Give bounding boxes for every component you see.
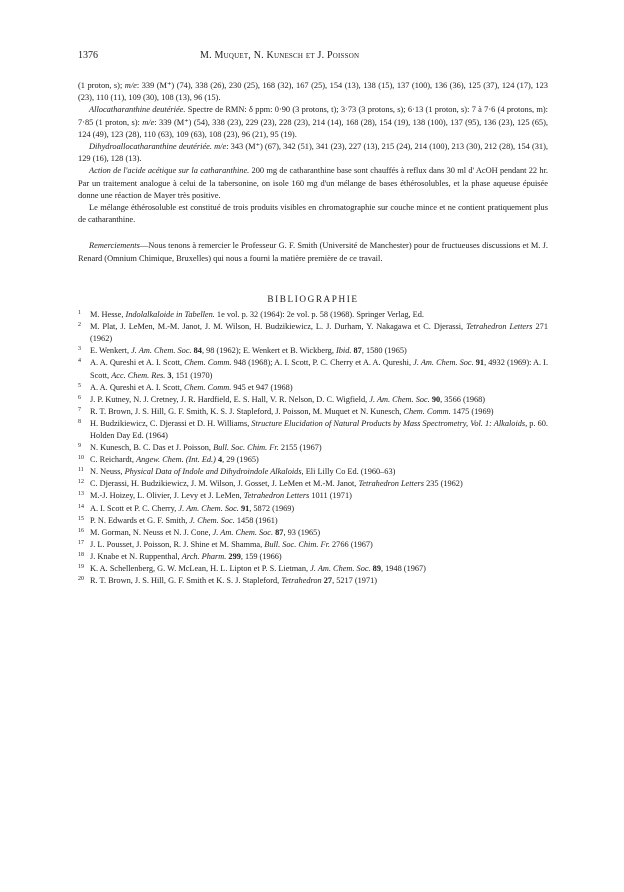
text-run: A. A. Qureshi et A. I. Scott, [90, 358, 185, 368]
text-run: H. Budzikiewicz, C. Djerassi et D. H. Williams, [90, 418, 252, 428]
reference-number: 20 [78, 576, 84, 583]
reference-number: 10 [78, 455, 84, 462]
text-run: 87 [273, 527, 284, 537]
text-run: Le mélange éthérosoluble est constitué de trois produits visibles en chromatographie sur couche mince et ne contient pratiquement plus de catharanthine. [78, 203, 548, 225]
reference-item [78, 575, 548, 587]
reference-number: 6 [78, 394, 81, 401]
reference-item [78, 563, 548, 575]
text-run: J. P. Kutney, N. J. Cretney, J. R. Hardfield, E. S. Hall, V. R. Nelson, D. C. Wigfield, [90, 394, 370, 404]
text-run: Bull. Soc. Chim. Fr. [213, 443, 279, 453]
text-run: p. 60. Holden Day Ed. (1964) [90, 418, 548, 440]
text-run: N. Neuss, [90, 467, 125, 477]
reference-item [78, 466, 548, 478]
text-run: 945 et 947 (1968) [231, 382, 293, 392]
reference-number: 1 [78, 310, 81, 317]
text-run: Dihydroallocatharanthine deutériée. m/e [89, 142, 227, 152]
reference-item [78, 454, 548, 466]
reference-number: 11 [78, 467, 84, 474]
reference-item [78, 503, 548, 515]
text-run: Tetrahedron [281, 576, 322, 586]
text-run: Spectre de RMN: δ ppm: 0·90 (3 protons, t); 3·73 (3 protons, s); 6·13 (1 proton, s): 7 à 7·6 (4 protons, m): 7·85 (1 proton, s): [78, 105, 548, 127]
acknowledgement-paragraph [78, 240, 548, 264]
text-run: 200 mg de catharanthine base sont chauffés à reflux dans 30 ml d' AcOH pendant 22 hr. Par un traitement analogue à celui de la tabersonine, on isole 160 mg d'un mélange de bases éthérosolubles, et la phase aqueuse épuisée donne une réaction de Mayer très positive. [78, 166, 548, 200]
reference-number: 4 [78, 358, 81, 365]
text-run: Tetrahedron Letters [466, 322, 533, 332]
bibliography-title: BIBLIOGRAPHIE [267, 293, 359, 304]
text-run: —Nous tenons à remercier le Professeur G. F. Smith (Université de Manchester) pour de fructueuses discussions et M. J. Renard (Omnium Chimique, Bruxelles) qui nous a fourni la matière première de ce travail. [78, 241, 548, 263]
body-paragraph [78, 202, 548, 226]
text-run: J. Chem. Soc. [189, 515, 235, 525]
text-run: J. Am. Chem. Soc. [212, 527, 274, 537]
text-run: Angew. Chem. (Int. Ed.) [136, 455, 216, 465]
text-run: , 5217 (1971) [332, 576, 377, 586]
text-run: Acc. Chem. Res. [111, 370, 166, 380]
text-run: 84 [191, 346, 202, 356]
text-run: 1458 (1961) [234, 515, 278, 525]
reference-item [78, 406, 548, 418]
reference-number: 5 [78, 382, 81, 389]
text-run: 271 (1962) [90, 322, 548, 344]
text-run: Ibid. [335, 346, 352, 356]
reference-item [78, 357, 548, 381]
text-run: , 159 (1966) [240, 551, 282, 561]
text-run: P. N. Edwards et G. F. Smith, [90, 515, 190, 525]
body-paragraph [78, 104, 548, 141]
text-run: 1011 (1971) [309, 491, 352, 501]
reference-number: 16 [78, 527, 84, 534]
reference-number: 8 [78, 418, 81, 425]
body-paragraph [78, 80, 548, 104]
text-run: Indolalkaloide in Tabellen. [125, 310, 215, 320]
text-run: (1 proton, s); [78, 81, 125, 90]
text-run: Arch. Pharm. [181, 551, 227, 561]
text-run: Chem. Comm. [184, 358, 232, 368]
text-run: R. T. Brown, J. S. Hill, G. F. Smith et K. S. J. Stapleford, [90, 576, 282, 586]
text-run: 235 (1962) [424, 479, 463, 489]
text-run: 1475 (1969) [450, 406, 494, 416]
text-run: Remerciements [89, 241, 140, 251]
text-run: 3 [165, 370, 172, 380]
text-run: Chem. Comm. [184, 382, 232, 392]
text-run: : 343 (M⁺) (67), 342 (51), 341 (23), 227 (13), 215 (24), 214 (100), 213 (30), 212 (28), 154 (31), 129 (16), 128 (13). [78, 142, 548, 164]
reference-item [78, 309, 548, 321]
text-run: 90 [429, 394, 441, 404]
reference-item [78, 394, 548, 406]
text-run: : 339 (M⁺) (74), 338 (26), 230 (25), 168 (32), 167 (25), 154 (13), 138 (15), 137 (100), 136 (36), 125 (37), 124 (17), 123 (23), 110 (11), 109 (30), 108 (13), 96 (15). [78, 81, 548, 103]
text-run: 91 [473, 358, 485, 368]
text-run: , 4932 (1969): A. I. Scott, [90, 358, 549, 380]
text-run: M. Gorman, N. Neuss et N. J. Cone, [90, 527, 213, 537]
text-run: J. Am. Chem. Soc. [369, 394, 430, 404]
reference-item [78, 382, 548, 394]
text-run: , 3566 (1968) [440, 394, 486, 404]
text-run: , 5872 (1969) [249, 503, 295, 513]
reference-number: 18 [78, 551, 84, 558]
reference-item [78, 490, 548, 502]
text-run: m/e [124, 81, 137, 90]
text-run: 4 [215, 455, 223, 465]
text-run: J. Knabe et N. Ruppenthal, [90, 551, 182, 561]
reference-number: 14 [78, 503, 84, 510]
page-header [78, 50, 548, 64]
reference-item [78, 478, 548, 490]
text-run: C. Reichardt, [90, 455, 137, 465]
reference-item [78, 527, 548, 539]
body-paragraph [78, 141, 548, 165]
text-run: 1e vol. p. 32 (1964): 2e vol. p. 58 (1968). Springer Verlag, Ed. [214, 310, 424, 320]
text-run: 948 (1968); A. I. Scott, P. C. Cherry et A. A. Qureshi, [231, 358, 414, 368]
text-run: M. Hesse, [90, 310, 126, 320]
text-run: , 151 (1970) [171, 370, 213, 380]
reference-number: 9 [78, 443, 81, 450]
text-run: Eli Lilly Co Ed. (1960–63) [303, 467, 396, 477]
text-run: 2766 (1967) [329, 539, 373, 549]
text-run: A. I. Scott et P. C. Cherry, [90, 503, 179, 513]
text-run: K. A. Schellenberg, G. W. McLean, H. L. Lipton et P. S. Lietman, [90, 564, 311, 574]
text-run: E. Wenkert, [90, 346, 132, 356]
reference-number: 2 [78, 322, 81, 329]
text-run: , 93 (1965) [283, 527, 321, 537]
page-body [78, 80, 548, 587]
text-run: 27 [321, 576, 333, 586]
experimental-text [78, 80, 548, 226]
text-run: Structure Elucidation of Natural Products by Mass Spectrometry, Vol. 1: Alkaloids, [251, 418, 528, 428]
text-run: J. L. Pousset, J. Poisson, R. J. Shine et M. Shamma, [90, 539, 265, 549]
page-number: 1376 [78, 50, 98, 61]
text-run: 2155 (1967) [278, 443, 322, 453]
text-run: , 1580 (1965) [361, 346, 407, 356]
text-run: Chem. Comm. [403, 406, 451, 416]
text-run: Bull. Soc. Chim. Fr. [264, 539, 330, 549]
reference-list [78, 309, 548, 587]
reference-item [78, 551, 548, 563]
reference-item [78, 345, 548, 357]
reference-item [78, 442, 548, 454]
text-run: Tetrahedron Letters [358, 479, 424, 489]
text-run: M. Plat, J. LeMen, M.-M. Janot, J. M. Wilson, H. Budzikiewicz, L. J. Durham, Y. Nakagawa et C. Djerassi, [90, 322, 467, 332]
text-run: N. Kunesch, B. C. Das et J. Poisson, [90, 443, 214, 453]
text-run: Action de l'acide acétique sur la catharanthine. [89, 166, 250, 176]
text-run: , 1948 (1967) [380, 564, 426, 574]
section-gap [78, 226, 548, 240]
text-run: , 98 (1962); E. Wenkert et B. Wickberg, [201, 346, 336, 356]
text-run: Tetrahedron Letters [243, 491, 310, 501]
reference-number: 15 [78, 515, 84, 522]
text-run: J. Am. Chem. Soc. [310, 564, 371, 574]
text-run: M.-J. Hoizey, L. Olivier, J. Levy et J. LeMen, [90, 491, 244, 501]
reference-item [78, 539, 548, 551]
reference-number: 17 [78, 539, 84, 546]
reference-number: 13 [78, 491, 84, 498]
text-run: 299 [226, 551, 241, 561]
text-run: J. Am. Chem. Soc. [131, 346, 192, 356]
text-run: Allocatharanthine deutériée. [89, 105, 186, 115]
reference-item [78, 321, 548, 345]
reference-number: 7 [78, 406, 81, 413]
text-run: R. T. Brown, J. S. Hill, G. F. Smith, K. S. J. Stapleford, J. Poisson, M. Muquet et N. Kunesch, [90, 406, 404, 416]
reference-item [78, 515, 548, 527]
text-run: 91 [238, 503, 250, 513]
text-run: J. Am. Chem. Soc. [178, 503, 239, 513]
text-run: J. Am. Chem. Soc. [413, 358, 474, 368]
text-run: 89 [370, 564, 381, 574]
text-run: Physical Data of Indole and Dihydroindole Alkaloids, [124, 467, 304, 477]
body-paragraph [78, 165, 548, 202]
text-run: A. A. Qureshi et A. I. Scott, [90, 382, 185, 392]
text-run: : 339 (M⁺) (54), 338 (23), 229 (23), 228 (23), 214 (14), 168 (28), 154 (19), 138 (100), 137 (95), 136 (23), 125 (65), 124 (49), 123 (28), 110 (63), 109 (63), 108 (23), 96 (21), 95 (19). [78, 117, 548, 139]
text-run: C. Djerassi, H. Budzikiewicz, J. M. Wilson, J. Gosset, J. LeMen et M.-M. Janot, [90, 479, 359, 489]
reference-item [78, 418, 548, 442]
text-run: 87 [351, 346, 362, 356]
reference-number: 12 [78, 479, 84, 486]
reference-number: 3 [78, 346, 81, 353]
reference-number: 19 [78, 564, 84, 571]
text-run: , 29 (1965) [222, 455, 259, 465]
text-run: m/e [142, 117, 155, 127]
running-title: M. Muquet, N. Kunesch et J. Poisson [200, 50, 360, 61]
